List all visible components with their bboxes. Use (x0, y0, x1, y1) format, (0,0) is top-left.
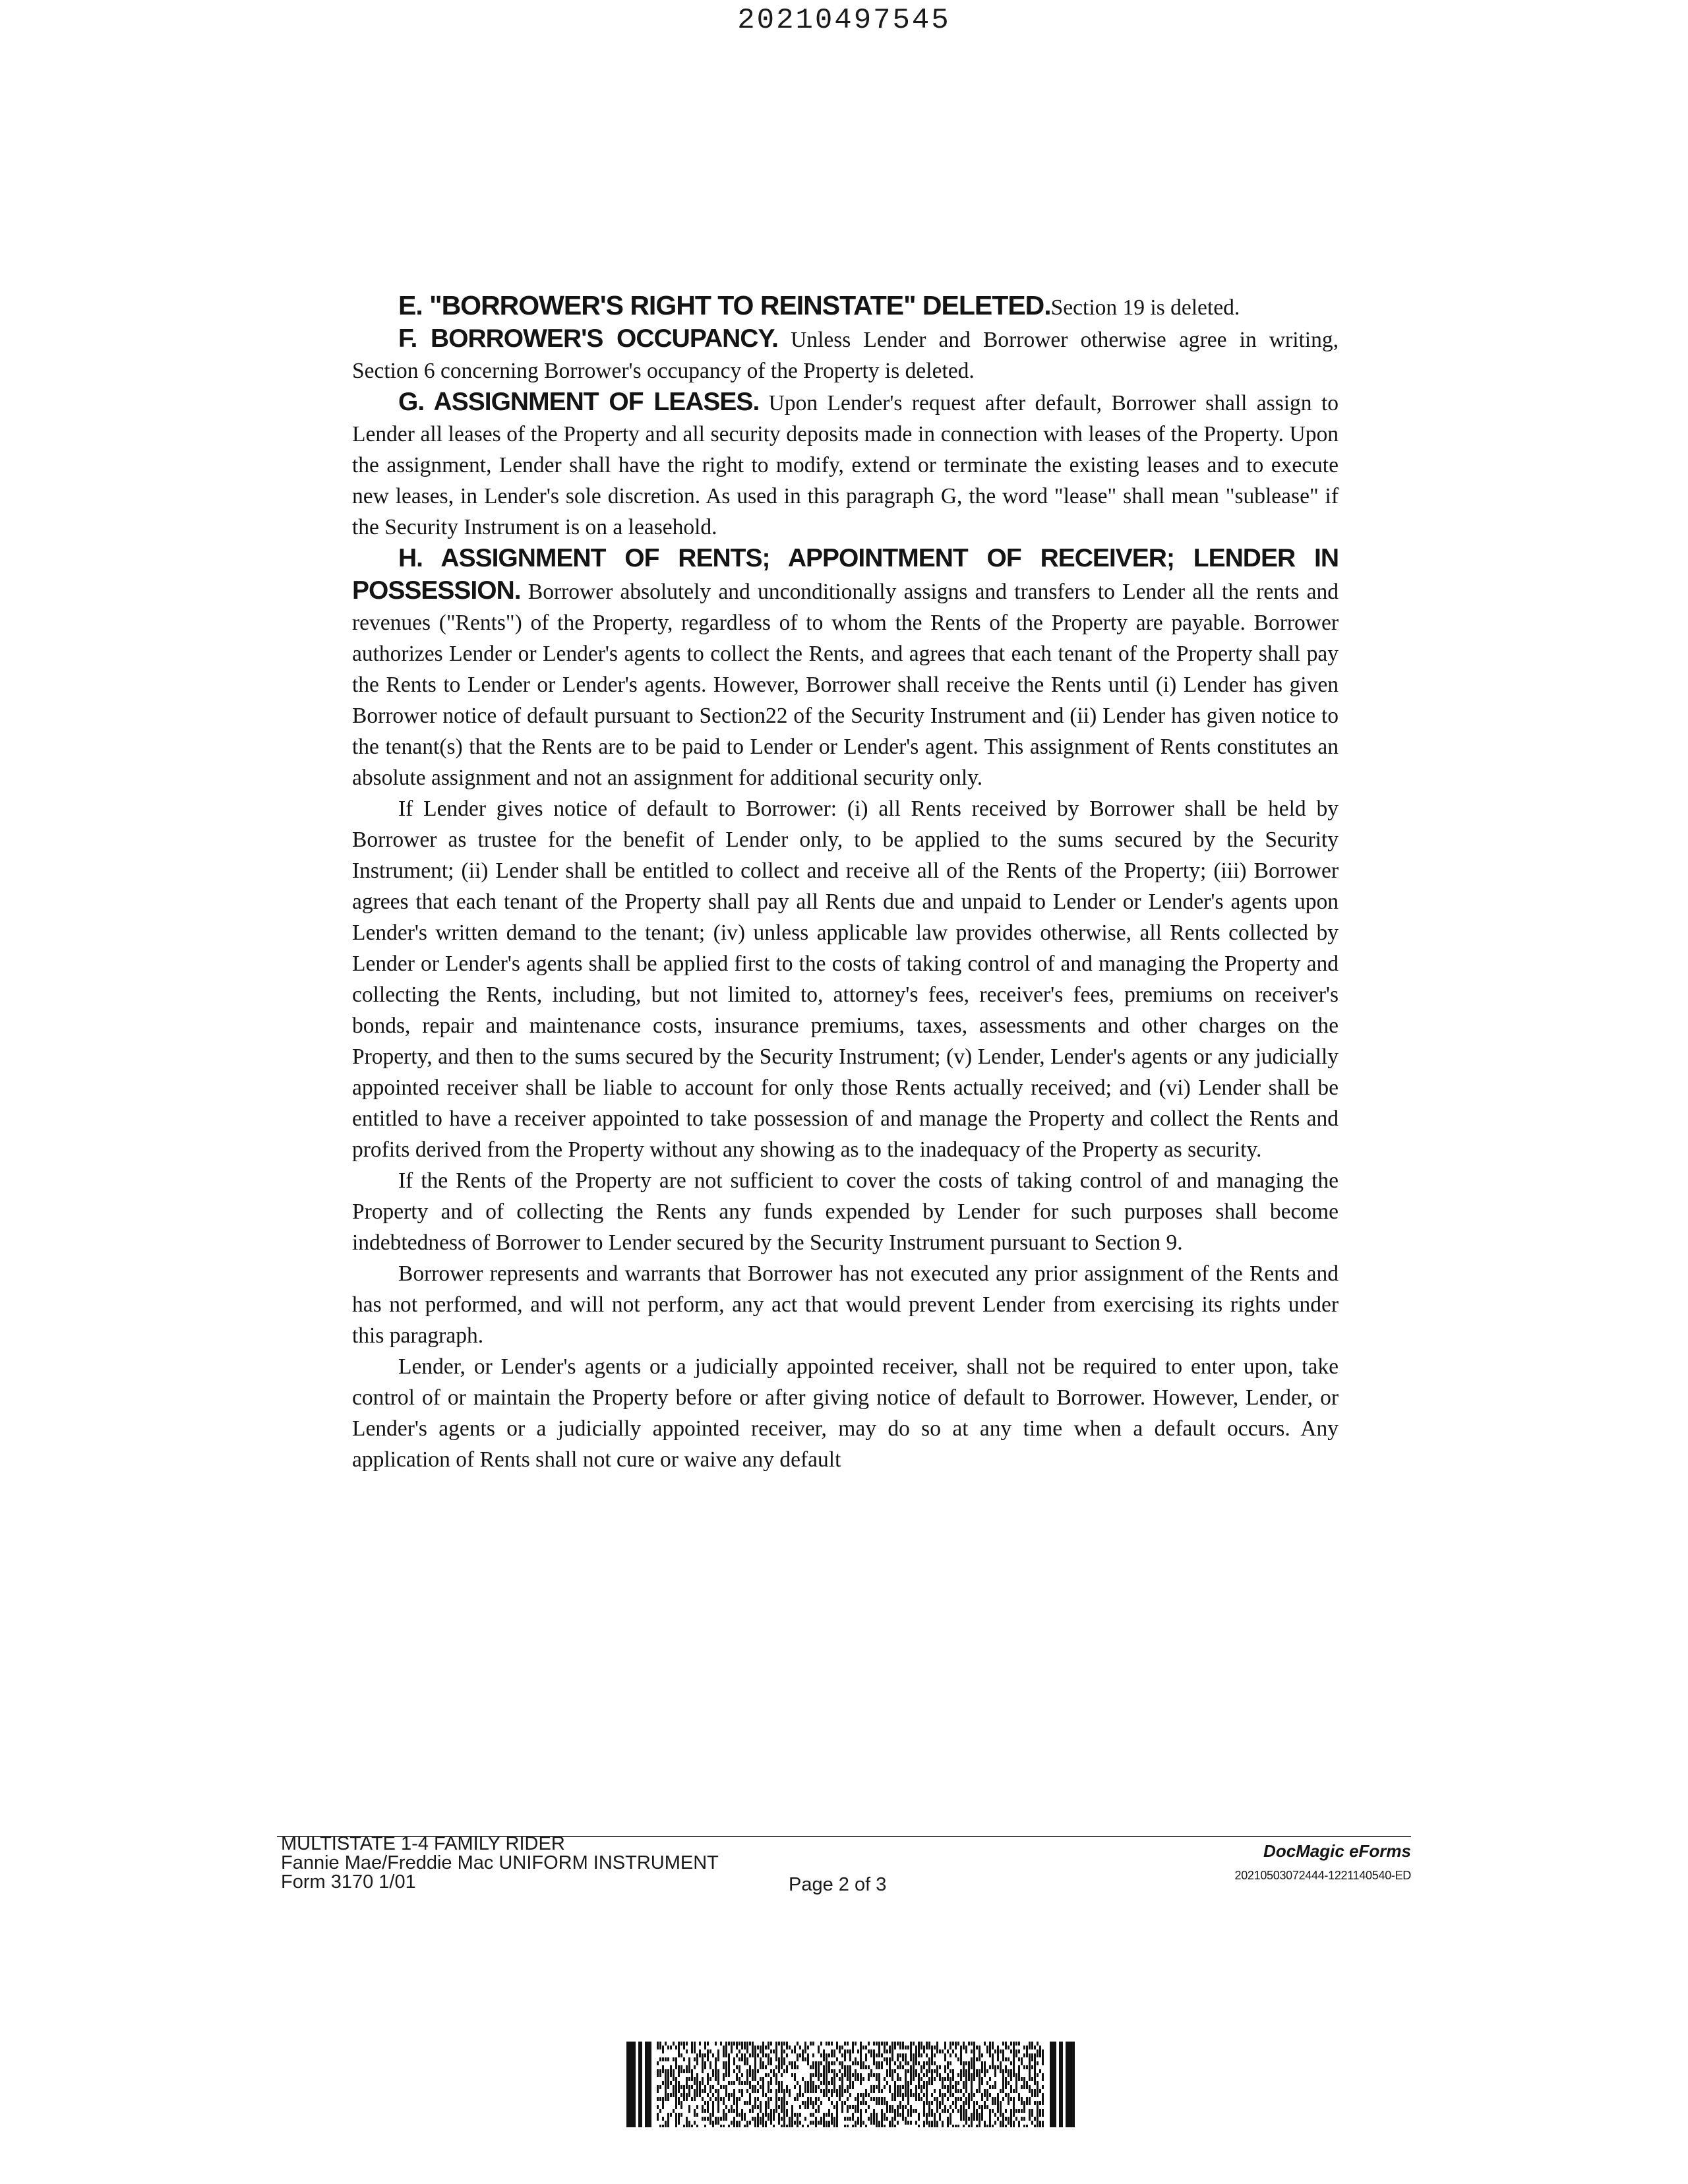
form-line-3: Form 3170 1/01 (281, 1871, 416, 1893)
section-h (352, 543, 1339, 1475)
section-h-paragraph-2: If Lender gives notice of default to Borrower: (i) all Rents received by Borrower shall be held by Borrower as trustee for the benefit of Lender only, to be applied to the sums secured by the Security Instrument; (ii) Lender shall be entitled to collect and receive all of the Rents of the Property; (iii) Borrower agrees that each tenant of the Property shall pay all Rents due and unpaid to Lender or Lender's agents upon Lender's written demand to the tenant; (iv) unless applicable law provides otherwise, all Rents collected by Lender or Lender's agents shall be applied first to the costs of taking control of and managing the Property and collecting the Rents, including, but not limited to, attorney's fees, receiver's fees, premiums on receiver's bonds, repair and maintenance costs, insurance premiums, taxes, assessments and other charges on the Property, and then to the sums secured by the Security Instrument; (v) Lender, Lender's agents or any judicially appointed receiver shall be liable to account for only those Rents actually received; and (vi) Lender shall be entitled to have a receiver appointed to take possession of and manage the Property and collect the Rents and profits derived from the Property without any showing as to the inadequacy of the Property as security. (352, 797, 1339, 1162)
section-e (352, 290, 1339, 323)
section-h-paragraph-4: Borrower represents and warrants that Borrower has not executed any prior assignment of the Rents and has not performed, and will not perform, any act that would prevent Lender from exercising its rights under this paragraph. (352, 1261, 1339, 1348)
section-h-paragraph-1 (352, 543, 1339, 793)
section-g-text: Upon Lender's request after default, Borrower shall assign to Lender all leases of the Property and all security deposits made in connection with leases of the Property. Upon the assignment, Lender shall have the right to modify, extend or terminate the existing leases and to execute new leases, in Lender's sole discretion. As used in this paragraph G, the word "lease" shall mean "sublease" if the Security Instrument is on a leasehold. (352, 391, 1339, 539)
page-number: Page 2 of 3 (789, 1874, 887, 1895)
form-line-2: Fannie Mae/Freddie Mac UNIFORM INSTRUMENT (281, 1852, 719, 1873)
form-identification (281, 1835, 719, 1892)
section-g-heading: G. ASSIGNMENT OF LEASES. (398, 388, 760, 416)
section-e-text: Section 19 is deleted. (1050, 295, 1240, 320)
section-h-heading: H. ASSIGNMENT OF RENTS; APPOINTMENT OF RECEIVER; LENDER IN POSSESSION. (352, 544, 1339, 605)
section-f-text: Unless Lender and Borrower otherwise agree in writing, Section 6 concerning Borrower's occupancy of the Property is deleted. (352, 328, 1339, 383)
document-code: 20210503072444-1221140540-ED (1234, 1869, 1411, 1882)
form-line-1: MULTISTATE 1-4 FAMILY RIDER (281, 1833, 565, 1854)
section-h-paragraph-5: Lender, or Lender's agents or a judicially appointed receiver, shall not be required to enter upon, take control of or maintain the Property before or after giving notice of default to Borrower. However, Lender, or Lender's agents or a judicially appointed receiver, may do so at any time when a default occurs. Any application of Rents shall not cure or waive any default (352, 1354, 1339, 1472)
section-h-paragraph-3: If the Rents of the Property are not sufficient to cover the costs of taking control of and managing the Property and of collecting the Rents any funds expended by Lender for such purposes shall become indebtedness of Borrower to Lender secured by the Security Instrument pursuant to Section 9. (352, 1168, 1339, 1255)
section-e-heading: E. "BORROWER'S RIGHT TO REINSTATE" DELETED. (398, 290, 1051, 320)
document-number: 20210497545 (737, 4, 951, 37)
section-f-heading: F. BORROWER'S OCCUPANCY. (398, 324, 778, 353)
section-g (352, 386, 1339, 543)
barcode-icon (626, 2042, 1075, 2127)
rider-body (352, 290, 1339, 1475)
section-h-text: Borrower absolutely and unconditionally assigns and transfers to Lender all the rents and revenues ("Rents") of the Property, regardless of to whom the Rents of the Property are payable. Borrower authorizes Lender or Lender's agents to collect the Rents, and agrees that each tenant of the Property shall pay the Rents to Lender or Lender's agents. However, Borrower shall receive the Rents until (i) Lender has given Borrower notice of default pursuant to Section22 of the Security Instrument and (ii) Lender has given notice to the tenant(s) that the Rents are to be paid to Lender or Lender's agent. This assignment of Rents constitutes an absolute assignment and not an assignment for additional security only. (352, 580, 1339, 790)
docmagic-logo: DocMagic eForms (1263, 1841, 1411, 1861)
section-f (352, 323, 1339, 386)
